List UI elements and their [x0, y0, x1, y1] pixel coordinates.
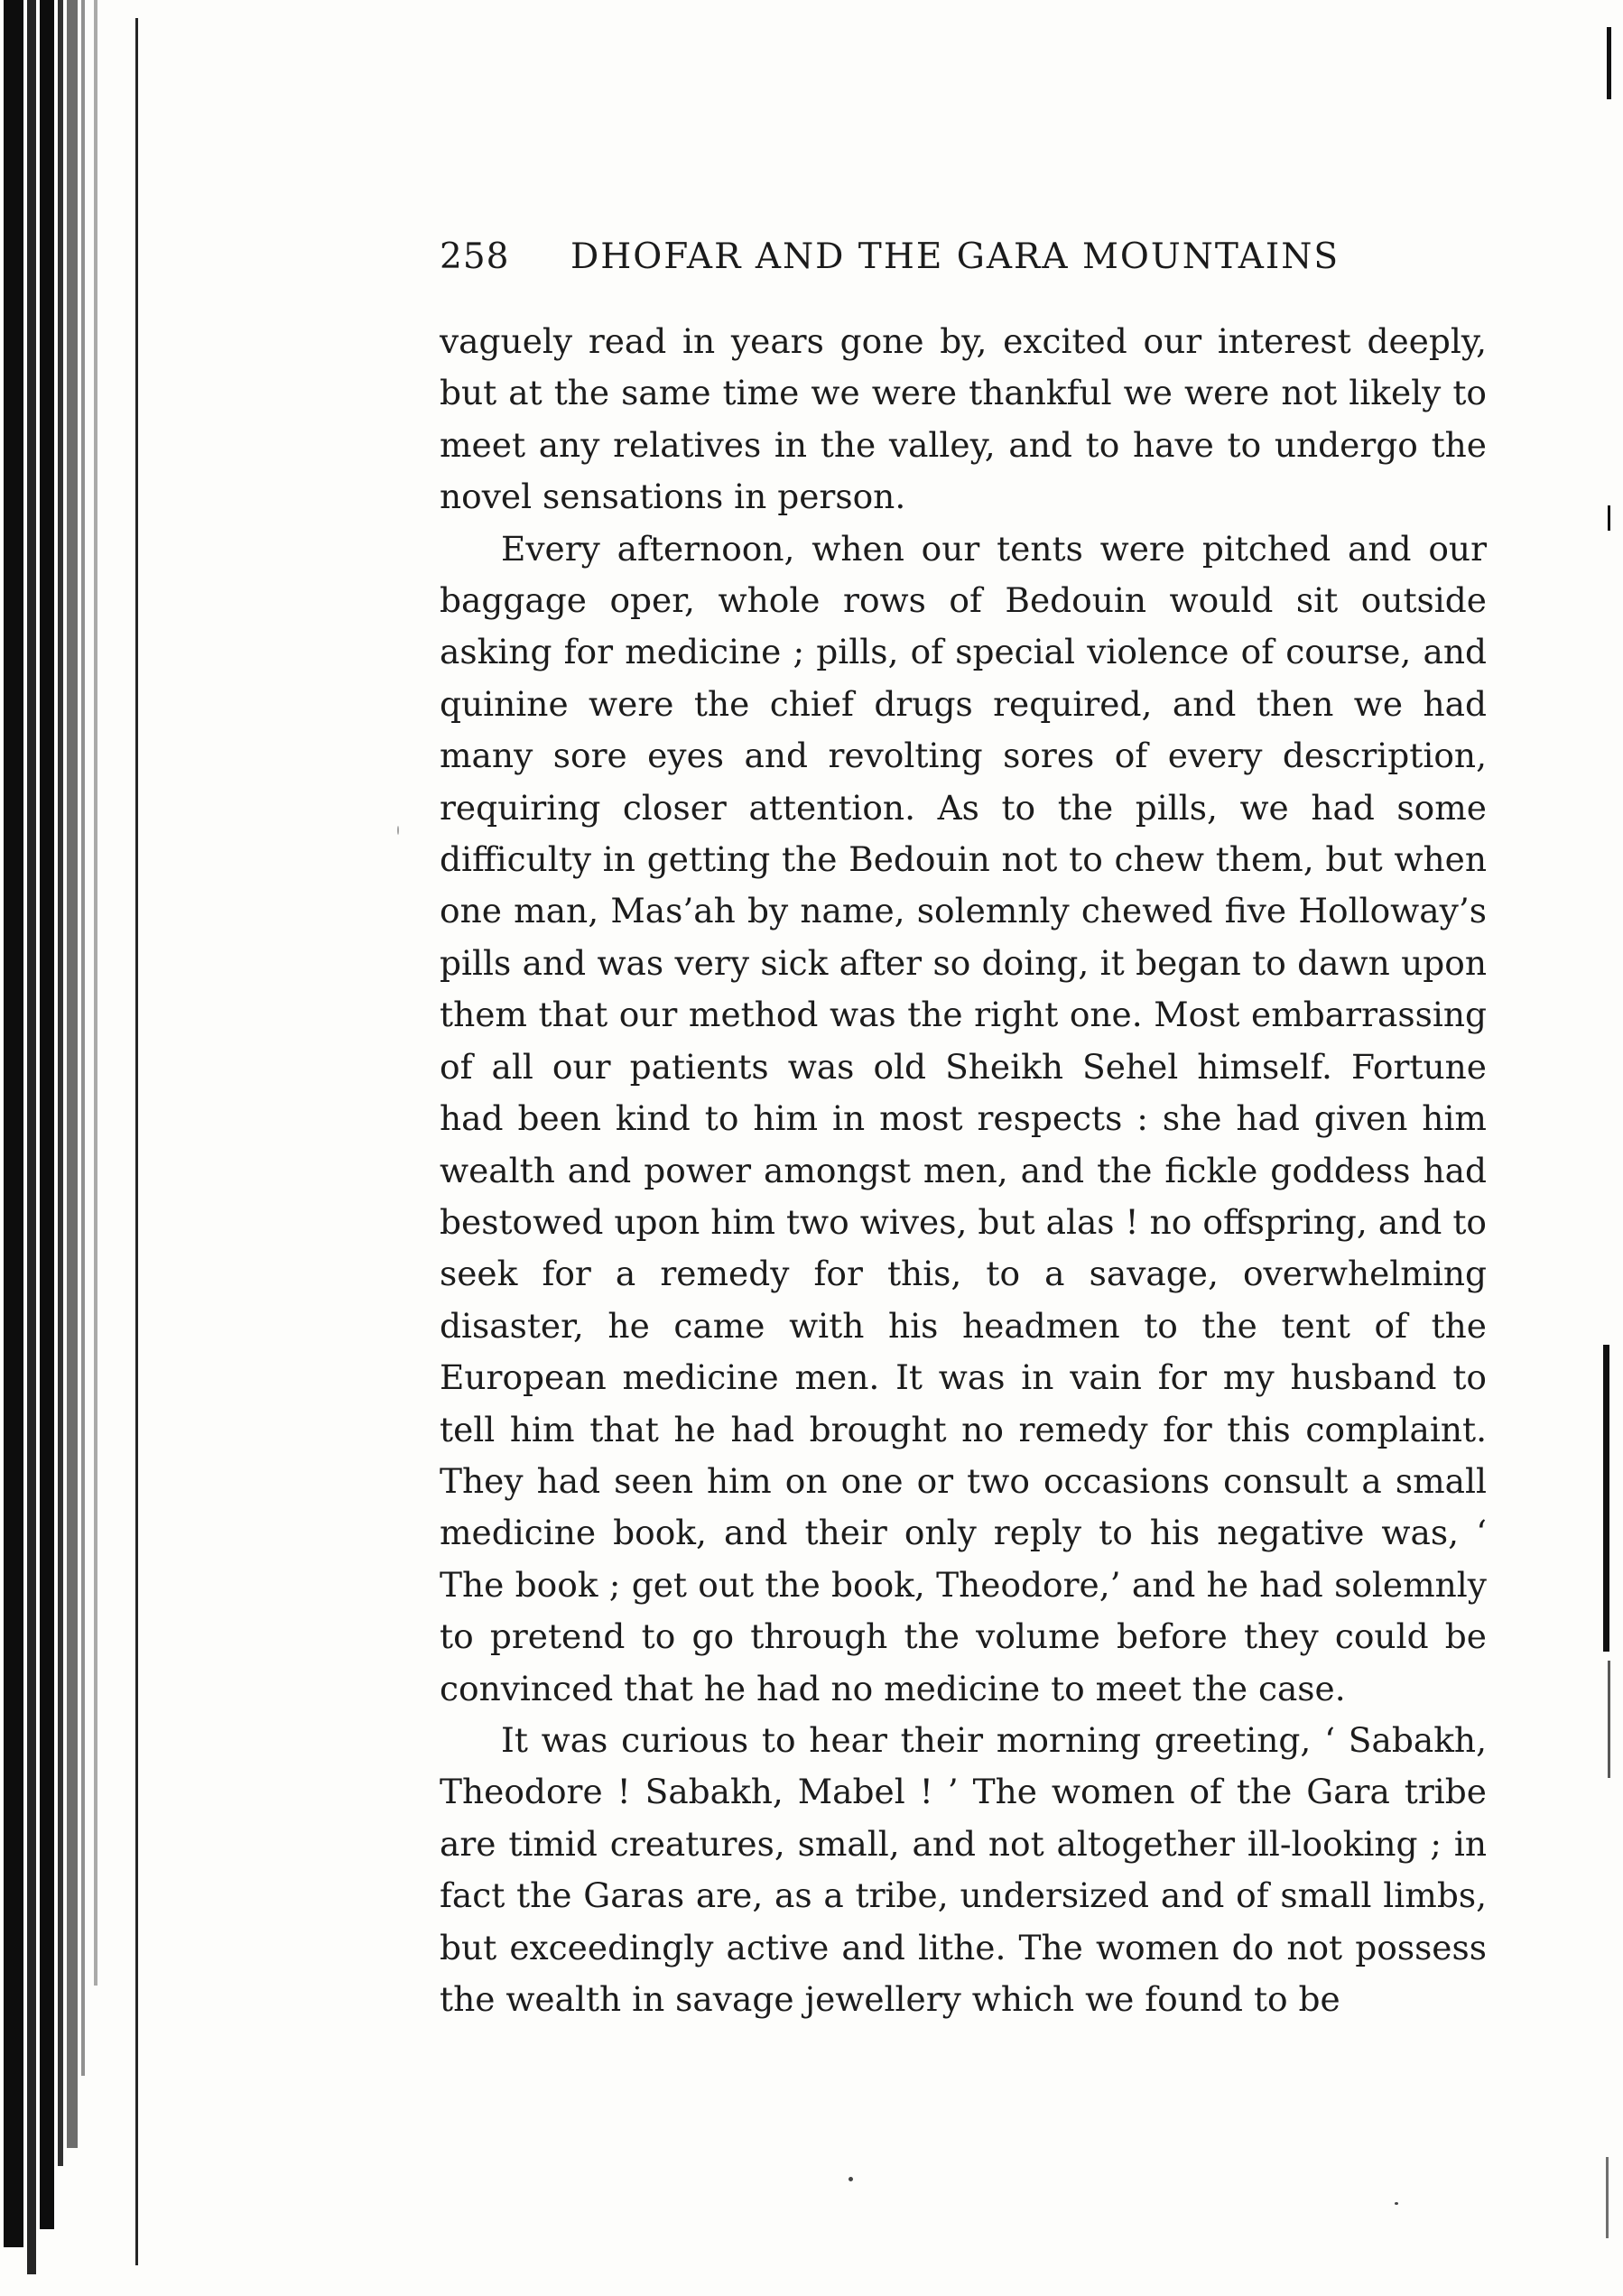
- gutter-bar: [94, 0, 97, 1986]
- paper-speck: [1395, 2202, 1398, 2205]
- right-edge-mark: [1607, 27, 1611, 99]
- right-edge-mark: [1608, 505, 1610, 531]
- binding-gutter-shadow: [0, 0, 153, 2296]
- body-text: [440, 316, 1487, 2025]
- gutter-bar: [27, 0, 36, 2274]
- gutter-bar: [81, 0, 85, 2076]
- gutter-bar: [4, 0, 23, 2247]
- paragraph: It was curious to hear their morning greeting, ‘ Sabakh, Theodore ! Sabakh, Mabel ! ’ The women of the Gara tribe are timid creatures, small, and not altogether ill-looking ; in fact the Garas are, as a tribe, undersized and of small limbs, but exceedingly active and lithe. The women do not possess the wealth in savage jewellery which we found to be: [440, 1719, 1487, 2019]
- running-title: DHOFAR AND THE GARA MOUNTAINS: [570, 236, 1340, 277]
- gutter-bar: [40, 0, 54, 2229]
- gutter-bar: [67, 0, 78, 2148]
- right-edge-mark: [1606, 2157, 1609, 2238]
- paper-speck: [849, 2177, 853, 2181]
- page-edge-line: [135, 18, 138, 2265]
- running-header: [440, 236, 1487, 282]
- right-edge-mark: [1608, 1661, 1610, 1778]
- paragraph: vaguely read in years gone by, excited our interest deeply, but at the same time we were thankful we were not likely to meet any relatives in the valley, and to have to undergo the novel sensations in person.: [440, 321, 1487, 517]
- page-number: 258: [440, 236, 510, 277]
- paragraph: Every afternoon, when our tents were pitched and our baggage oper, whole rows of Bedouin would sit outside asking for medicine ; pills, of special violence of course, and quinine were the chief drugs required, and then we had many sore eyes and revolting sores of every description, requiring closer attention. As to the pills, we had some difficulty in getting the Bedouin not to chew them, but when one man, Mas’ah by name, solemnly chewed five Holloway’s pills and was very sick after so doing, it began to dawn upon them that our method was the right one. Most embarrassing of all our patients was old Sheikh Sehel himself. Fortune had been kind to him in most respects : she had given him wealth and power amongst men, and the fickle goddess had bestowed upon him two wives, but alas ! no offspring, and to seek for a remedy for this, to a savage, overwhelming disaster, he came with his headmen to the tent of the European medicine men. It was in vain for my husband to tell him that he had brought no remedy for this complaint. They had seen him on one or two occasions consult a small medicine book, and their only reply to his negative was, ‘ The book ; get out the book, Theodore,’ and he had solemnly to pretend to go through the volume before they could be convinced that he had no medicine to meet the case.: [440, 528, 1487, 1708]
- paper-speck: [397, 826, 399, 835]
- right-edge-mark: [1603, 1345, 1609, 1652]
- gutter-bar: [58, 0, 63, 2166]
